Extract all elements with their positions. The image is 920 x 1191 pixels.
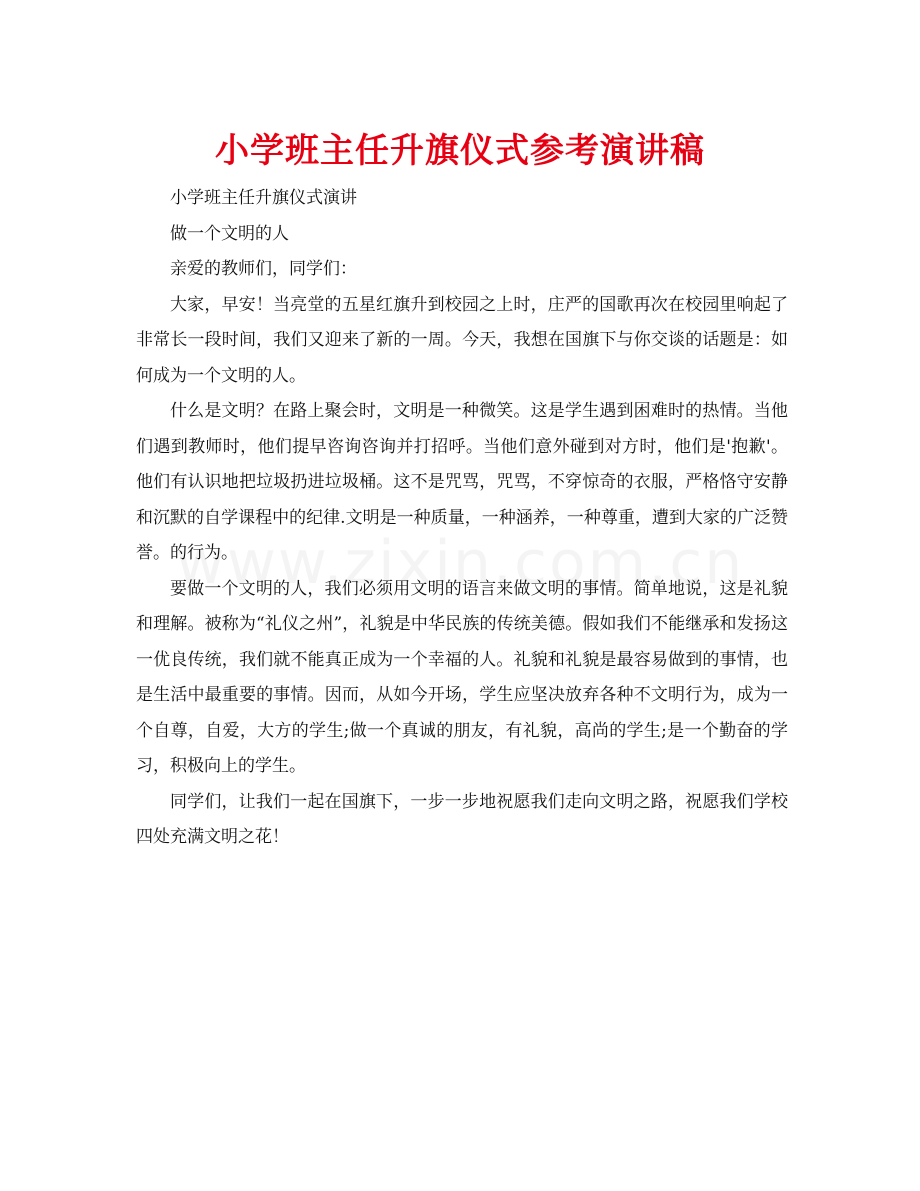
document-body bbox=[136, 181, 788, 856]
paragraph: 什么是文明？在路上聚会时，文明是一种微笑。这是学生遇到困难时的热情。当他们遇到教师时，他们提早咨询咨询并打招呼。当他们意外碰到对方时，他们是'抱歉'。他们有认识地把垃圾扔进垃圾桶。这不是咒骂，咒骂，不穿惊奇的衣服，严格恪守安静和沉默的自学课程中的纪律.文明是一种质量，一种涵养，一种尊重，遭到大家的广泛赞誉。的行为。 bbox=[136, 401, 788, 563]
paragraph-salutation: 亲爱的教师们，同学们： bbox=[170, 259, 357, 279]
document-title: 小学班主任升旗仪式参考演讲稿 bbox=[215, 131, 705, 171]
paragraph: 同学们，让我们一起在国旗下，一步一步地祝愿我们走向文明之路，祝愿我们学校四处充满文明之花！ bbox=[136, 791, 788, 847]
paragraph: 要做一个文明的人，我们必须用文明的语言来做文明的事情。简单地说，这是礼貌和理解。被称为“礼仪之州”，礼貌是中华民族的传统美德。假如我们不能继承和发扬这一优良传统，我们就不能真正成为一个幸福的人。礼貌和礼貌是最容易做到的事情，也是生活中最重要的事情。因而，从如今开场，学生应坚决放弃各种不文明行为，成为一个自尊，自爱，大方的学生;做一个真诚的朋友，有礼貌，高尚的学生;是一个勤奋的学习，积极向上的学生。 bbox=[136, 578, 788, 776]
paragraph: 大家，早安！当亮堂的五星红旗升到校园之上时，庄严的国歌再次在校园里响起了非常长一段时间，我们又迎来了新的一周。今天，我想在国旗下与你交谈的话题是：如何成为一个文明的人。 bbox=[136, 294, 788, 386]
paragraph-subtitle: 小学班主任升旗仪式演讲 bbox=[170, 188, 357, 208]
paragraph-heading: 做一个文明的人 bbox=[170, 223, 289, 244]
